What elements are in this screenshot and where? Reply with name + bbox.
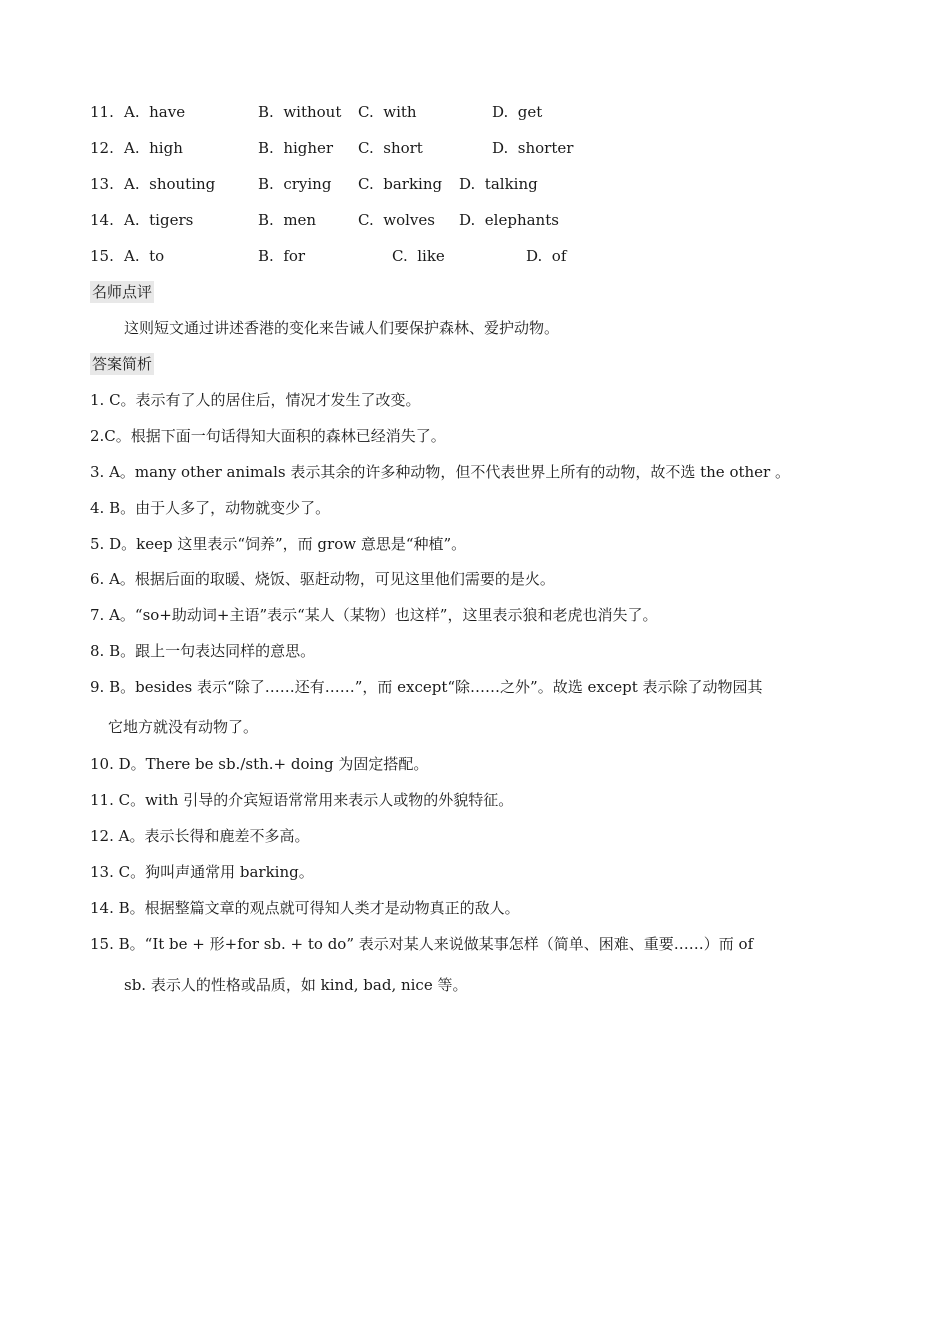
teacher-comment-heading: 名师点评 [92,283,153,301]
option-c: C. like [392,247,445,265]
answer-item: 1. C。表示有了人的居住后，情况才发生了改变。 [90,391,421,409]
option-c: C. wolves [358,211,435,229]
option-row-14 [90,209,690,231]
answer-item-continuation: sb. 表示人的性格或品质，如 kind, bad, nice 等。 [124,976,468,994]
answer-item: 15. B。“It be + 形+for sb. + to do” 表示对某人来说做某事怎样（简单、困难、重要……）而 of [90,935,754,953]
question-number: 12. [90,139,114,157]
answer-item: 7. A。“so+助动词+主语”表示“某人（某物）也这样”，这里表示狼和老虎也消失了。 [90,606,658,624]
question-number: 14. [90,211,114,229]
option-d: D. get [492,103,543,121]
option-row-11 [90,101,690,123]
answer-item: 9. B。besides 表示“除了……还有……”，而 except“除……之外”。故选 except 表示除了动物园其 [90,678,763,696]
option-b: B. without [258,103,342,121]
question-number: 13. [90,175,114,193]
option-c: C. barking [358,175,443,193]
option-row-15 [90,245,690,267]
option-row-12 [90,137,690,159]
answer-item: 14. B。根据整篇文章的观点就可得知人类才是动物真正的敌人。 [90,899,520,917]
answer-item: 3. A。many other animals 表示其余的许多种动物，但不代表世界上所有的动物，故不选 the other 。 [90,463,790,481]
option-b: B. higher [258,139,334,157]
answer-item: 8. B。跟上一句表达同样的意思。 [90,642,316,660]
answers-heading: 答案简析 [92,355,153,373]
option-a: A. shouting [124,175,216,193]
answer-item: 5. D。keep 这里表示“饲养”，而 grow 意思是“种植”。 [90,535,467,553]
option-b: B. for [258,247,306,265]
option-d: D. shorter [492,139,574,157]
option-a: A. high [124,139,183,157]
question-number: 11. [90,103,114,121]
option-d: D. of [526,247,567,265]
option-row-13 [90,173,690,195]
option-a: A. to [124,247,165,265]
answer-item: 13. C。狗叫声通常用 barking。 [90,863,314,881]
option-d: D. talking [459,175,538,193]
option-b: B. men [258,211,317,229]
option-c: C. with [358,103,417,121]
answer-item-continuation: 它地方就没有动物了。 [108,718,259,736]
answer-item: 10. D。There be sb./sth.+ doing 为固定搭配。 [90,755,429,773]
teacher-comment-text: 这则短文通过讲述香港的变化来告诫人们要保护森林、爱护动物。 [124,319,560,337]
answer-item: 12. A。表示长得和鹿差不多高。 [90,827,310,845]
option-c: C. short [358,139,423,157]
answer-item: 6. A。根据后面的取暖、烧饭、驱赶动物，可见这里他们需要的是火。 [90,570,555,588]
answer-item: 4. B。由于人多了，动物就变少了。 [90,499,331,517]
answer-item: 2.C。根据下面一句话得知大面积的森林已经消失了。 [90,427,446,445]
option-d: D. elephants [459,211,559,229]
option-b: B. crying [258,175,332,193]
answer-item: 11. C。with 引导的介宾短语常常用来表示人或物的外貌特征。 [90,791,514,809]
question-number: 15. [90,247,114,265]
option-a: A. tigers [124,211,194,229]
option-a: A. have [124,103,186,121]
